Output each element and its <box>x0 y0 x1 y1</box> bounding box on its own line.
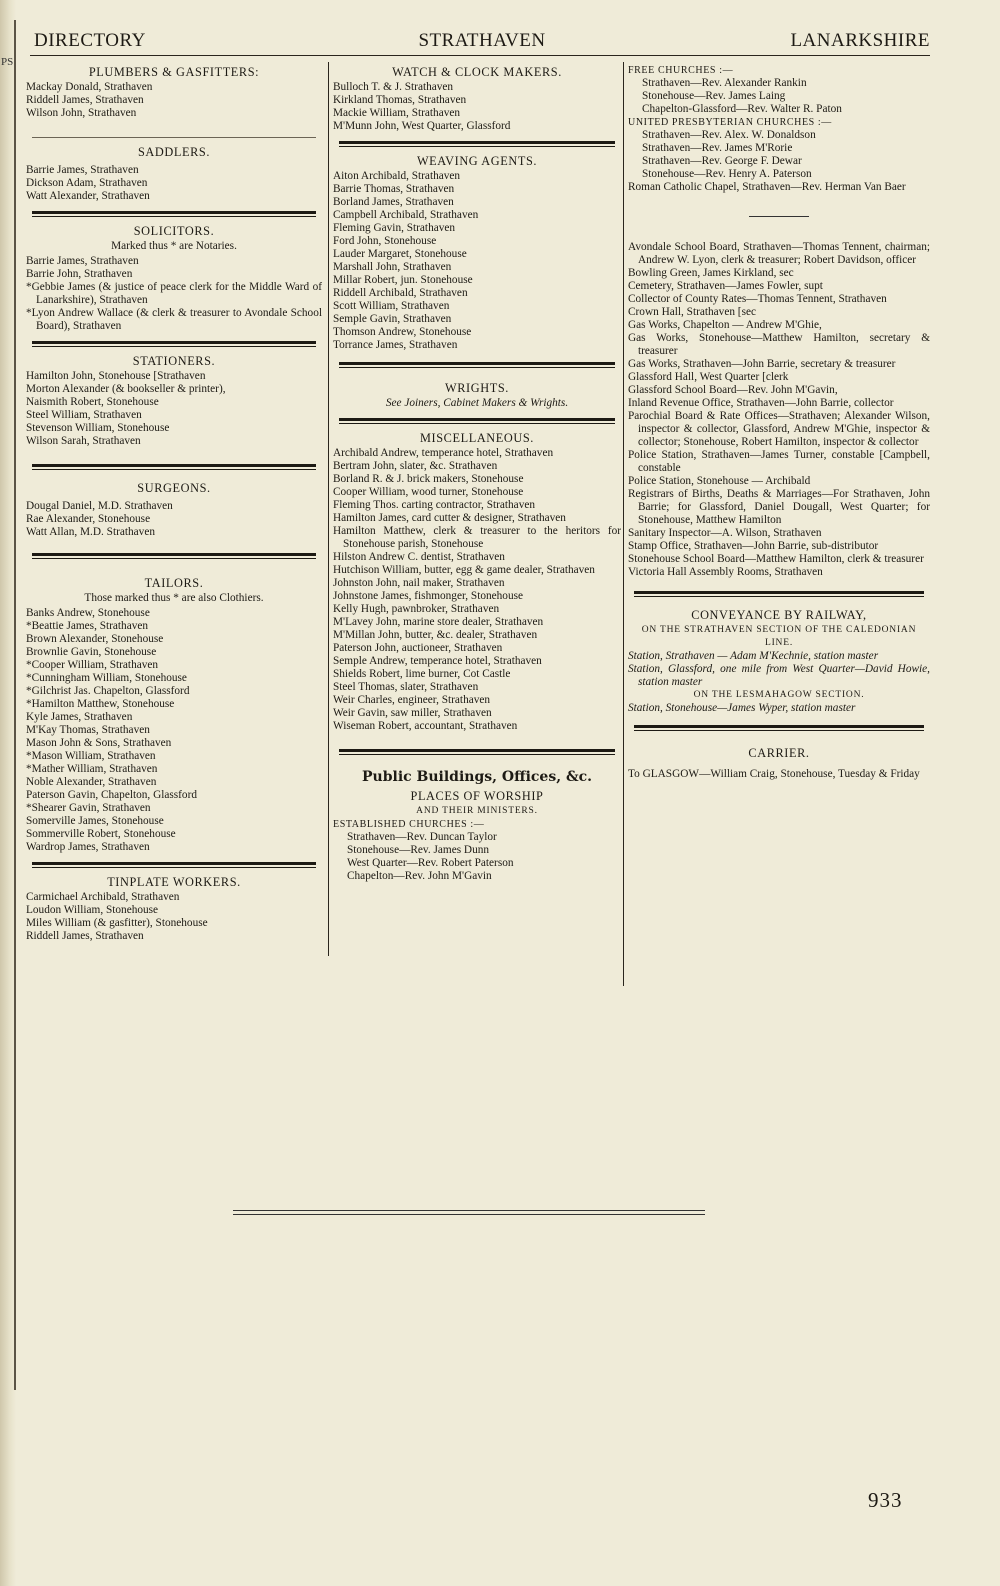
solicitors-list <box>26 255 322 333</box>
list-item: Weir Gavin, saw miller, Strathaven <box>333 707 492 719</box>
list-item: Campbell Archibald, Strathaven <box>333 209 479 221</box>
list-item: Hamilton James, card cutter & designer, Strathaven <box>333 512 566 524</box>
list-item: Gas Works, Stonehouse—Matthew Hamilton, secretary & treasurer <box>628 332 930 357</box>
list-item: Stonehouse—Rev. James Laing <box>642 90 786 102</box>
cross-reference: See Joiners, Cabinet Makers & Wrights. <box>385 397 569 409</box>
list-item: Kyle James, Strathaven <box>26 711 133 723</box>
running-header <box>34 30 930 54</box>
list-item: *Shearer Gavin, Strathaven <box>26 802 151 814</box>
list-item: Stevenson William, Stonehouse <box>26 422 170 434</box>
free-churches-list <box>628 77 930 116</box>
list-item: Lauder Margaret, Stonehouse <box>333 248 467 260</box>
rc-chapel: Roman Catholic Chapel, Strathaven—Rev. Herman Van Baer <box>628 181 906 193</box>
list-item: *Beattie James, Strathaven <box>26 620 149 632</box>
list-item: Scott William, Strathaven <box>333 300 450 312</box>
list-item: Kelly Hugh, pawnbroker, Strathaven <box>333 603 500 615</box>
list-item: Cemetery, Strathaven—James Fowler, supt <box>628 280 823 292</box>
list-item: Ford John, Stonehouse <box>333 235 437 247</box>
list-item: Riddell James, Strathaven <box>26 94 144 106</box>
list-item: Sommerville Robert, Stonehouse <box>26 828 176 840</box>
list-item: Inland Revenue Office, Strathaven—John Barrie, collector <box>628 397 894 409</box>
tailors-list <box>26 607 322 854</box>
list-item: Cooper William, wood turner, Stonehouse <box>333 486 524 498</box>
list-item: Strathaven—Rev. Duncan Taylor <box>347 831 497 843</box>
worship-subtitle: AND THEIR MINISTERS. <box>416 806 538 816</box>
list-item: Morton Alexander (& bookseller & printer), <box>26 383 226 395</box>
list-item: Strathaven—Rev. Alexander Rankin <box>642 77 807 89</box>
list-item: Police Station, Stonehouse — Archibald <box>628 475 811 487</box>
list-item: *Cunningham William, Stonehouse <box>26 672 187 684</box>
list-item: Semple Gavin, Strathaven <box>333 313 452 325</box>
list-item: Mason John & Sons, Strathaven <box>26 737 172 749</box>
list-item: Rae Alexander, Stonehouse <box>26 513 151 525</box>
list-item: Fleming Gavin, Strathaven <box>333 222 456 234</box>
list-item: Crown Hall, Strathaven [sec <box>628 306 756 318</box>
station-entry: Station, Strathaven — Adam M'Kechnie, station master <box>628 650 879 662</box>
list-item: Semple Andrew, temperance hotel, Strathaven <box>333 655 542 667</box>
section-rule <box>32 862 316 868</box>
section-rule <box>339 418 615 424</box>
list-item: Strathaven—Rev. George F. Dewar <box>642 155 802 167</box>
stationers-list <box>26 370 322 448</box>
list-item: Somerville James, Stonehouse <box>26 815 164 827</box>
list-item: Riddell James, Strathaven <box>26 930 144 942</box>
list-item: Noble Alexander, Strathaven <box>26 776 157 788</box>
list-item: Riddell Archibald, Strathaven <box>333 287 468 299</box>
list-item: Wilson Sarah, Strathaven <box>26 435 141 447</box>
worship-title: PLACES OF WORSHIP <box>410 789 544 803</box>
list-item: Bertram John, slater, &c. Strathaven <box>333 460 498 472</box>
list-item: Steel William, Strathaven <box>26 409 142 421</box>
misc-list <box>333 447 621 733</box>
column-divider <box>623 62 624 986</box>
surgeons-list <box>26 500 322 539</box>
list-item: Hilston Andrew C. dentist, Strathaven <box>333 551 505 563</box>
list-item: Watt Allan, M.D. Strathaven <box>26 526 155 538</box>
list-item: Hamilton John, Stonehouse [Strathaven <box>26 370 206 382</box>
header-left: DIRECTORY <box>34 30 146 51</box>
section-note: Those marked thus * are also Clothiers. <box>84 592 264 604</box>
section-title: TINPLATE WORKERS. <box>107 875 241 889</box>
column-3 <box>628 64 930 781</box>
list-item: West Quarter—Rev. Robert Paterson <box>347 857 514 869</box>
list-item: *Gilchrist Jas. Chapelton, Glassford <box>26 685 190 697</box>
list-item: Glassford School Board—Rev. John M'Gavin, <box>628 384 838 396</box>
list-item: Steel Thomas, slater, Strathaven <box>333 681 479 693</box>
section-title: WRIGHTS. <box>445 381 509 395</box>
list-item: Gas Works, Strathaven—John Barrie, secretary & treasurer <box>628 358 896 370</box>
list-item: Wilson John, Strathaven <box>26 107 137 119</box>
list-item: Wardrop James, Strathaven <box>26 841 150 853</box>
list-item: Sanitary Inspector—A. Wilson, Strathaven <box>628 527 822 539</box>
list-item: Dickson Adam, Strathaven <box>26 177 148 189</box>
list-item: *Mason William, Strathaven <box>26 750 156 762</box>
railway-subtitle: ON THE LESMAHAGOW SECTION. <box>693 690 865 700</box>
section-rule <box>339 141 615 147</box>
section-title: MISCELLANEOUS. <box>420 431 534 445</box>
list-item: Watt Alexander, Strathaven <box>26 190 150 202</box>
list-item: Johnstone James, fishmonger, Stonehouse <box>333 590 524 602</box>
list-item: Wiseman Robert, accountant, Strathaven <box>333 720 518 732</box>
list-item: M'Millan John, butter, &c. dealer, Strathaven <box>333 629 538 641</box>
section-rule <box>634 725 924 731</box>
list-item: Fleming Thos. carting contractor, Strathaven <box>333 499 536 511</box>
tinplate-list <box>26 891 322 943</box>
list-item: Mackay Donald, Strathaven <box>26 81 153 93</box>
list-item: *Hamilton Matthew, Stonehouse <box>26 698 175 710</box>
list-item: Bulloch T. & J. Strathaven <box>333 81 454 93</box>
section-rule <box>32 341 316 347</box>
railway-title: CONVEYANCE BY RAILWAY, <box>691 608 867 622</box>
list-item: Glassford Hall, West Quarter [clerk <box>628 371 789 383</box>
free-churches-label: FREE CHURCHES :— <box>628 65 734 76</box>
plumbers-list <box>26 81 322 120</box>
list-item: Loudon William, Stonehouse <box>26 904 159 916</box>
list-item: Shields Robert, lime burner, Cot Castle <box>333 668 511 680</box>
list-item: Marshall John, Strathaven <box>333 261 452 273</box>
section-rule <box>32 137 316 138</box>
list-item: Archibald Andrew, temperance hotel, Strathaven <box>333 447 554 459</box>
list-item: Strathaven—Rev. Alex. W. Donaldson <box>642 129 816 141</box>
list-item: Aiton Archibald, Strathaven <box>333 170 461 182</box>
carrier-title: CARRIER. <box>748 746 810 760</box>
list-item: *Cooper William, Strathaven <box>26 659 159 671</box>
short-rule <box>749 216 809 217</box>
section-rule <box>32 211 316 217</box>
offices-list <box>628 241 930 579</box>
established-label: ESTABLISHED CHURCHES :— <box>333 819 485 830</box>
list-item: Banks Andrew, Stonehouse <box>26 607 150 619</box>
list-item: Collector of County Rates—Thomas Tennent, Strathaven <box>628 293 887 305</box>
list-item: Chapelton—Rev. John M'Gavin <box>347 870 492 882</box>
list-item: Stonehouse School Board—Matthew Hamilton, clerk & treasurer <box>628 553 924 565</box>
list-item: Victoria Hall Assembly Rooms, Strathaven <box>628 566 823 578</box>
margin-fragment: PS <box>1 56 14 68</box>
list-item: Brownlie Gavin, Stonehouse <box>26 646 157 658</box>
list-item: Barrie James, Strathaven <box>26 164 139 176</box>
list-item: Borland R. & J. brick makers, Stonehouse <box>333 473 524 485</box>
section-rule <box>32 553 316 559</box>
list-item: *Gebbie James (& justice of peace clerk for the Middle Ward of Lanarkshire), Strathaven <box>26 281 322 306</box>
section-rule <box>339 749 615 755</box>
list-item: Barrie John, Strathaven <box>26 268 133 280</box>
weaving-list <box>333 170 621 352</box>
list-item: Strathaven—Rev. James M'Rorie <box>642 142 793 154</box>
section-title: SURGEONS. <box>137 481 211 495</box>
section-title: SADDLERS. <box>137 145 211 159</box>
list-item: Dougal Daniel, M.D. Strathaven <box>26 500 173 512</box>
list-item: Weir Charles, engineer, Strathaven <box>333 694 491 706</box>
section-title: WATCH & CLOCK MAKERS. <box>392 65 562 79</box>
list-item: M'Lavey John, marine store dealer, Strathaven <box>333 616 544 628</box>
list-item: Parochial Board & Rate Offices—Strathaven; Alexander Wilson, inspector & collector, Glassford, Andrew M'Ghie, inspector & collector; Stonehouse, Robert Hamilton, inspector & collector <box>628 410 930 448</box>
list-item: Millar Robert, jun. Stonehouse <box>333 274 473 286</box>
up-churches-list <box>628 129 930 181</box>
saddlers-list <box>26 164 322 203</box>
established-list <box>333 831 621 883</box>
section-note: Marked thus * are Notaries. <box>111 240 237 252</box>
list-item: Chapelton-Glassford—Rev. Walter R. Paton <box>642 103 842 115</box>
list-item: *Lyon Andrew Wallace (& clerk & treasurer to Avondale School Board), Strathaven <box>26 307 322 332</box>
list-item: Barrie Thomas, Strathaven <box>333 183 455 195</box>
list-item: Hutchison William, butter, egg & game dealer, Strathaven <box>333 564 595 576</box>
section-title: TAILORS. <box>144 576 204 590</box>
list-item: Borland James, Strathaven <box>333 196 454 208</box>
public-buildings-title: Public Buildings, Offices, &c. <box>362 769 592 785</box>
list-item: Kirkland Thomas, Strathaven <box>333 94 467 106</box>
list-item: Gas Works, Chapelton — Andrew M'Ghie, <box>628 319 822 331</box>
list-item: Carmichael Archibald, Strathaven <box>26 891 180 903</box>
list-item: Police Station, Strathaven—James Turner, constable [Campbell, constable <box>628 449 930 474</box>
list-item: Brown Alexander, Stonehouse <box>26 633 164 645</box>
list-item: *Mather William, Strathaven <box>26 763 158 775</box>
section-title: PLUMBERS & GASFITTERS: <box>88 65 260 79</box>
list-item: Bowling Green, James Kirkland, sec <box>628 267 794 279</box>
column-1 <box>26 64 322 943</box>
list-item: Avondale School Board, Strathaven—Thomas Tennent, chairman; Andrew W. Lyon, clerk & treasurer; Robert Davidson, officer <box>628 241 930 266</box>
list-item: Registrars of Births, Deaths & Marriages—For Strathaven, John Barrie; for Glassford, Daniel Dougall, West Quarter; for Stonehouse, Matthew Hamilton <box>628 488 930 526</box>
list-item: Stonehouse—Rev. Henry A. Paterson <box>642 168 812 180</box>
railway-subtitle: ON THE STRATHAVEN SECTION OF THE CALEDONIAN LINE. <box>641 625 917 648</box>
watch-list <box>333 81 621 133</box>
section-title: WEAVING AGENTS. <box>416 154 538 168</box>
section-rule <box>634 591 924 597</box>
page-end-rule <box>233 1210 705 1215</box>
list-item: Torrance James, Strathaven <box>333 339 458 351</box>
column-2 <box>333 64 621 883</box>
up-churches-label: UNITED PRESBYTERIAN CHURCHES :— <box>628 117 832 128</box>
column-divider <box>328 62 329 956</box>
list-item: Naismith Robert, Stonehouse <box>26 396 159 408</box>
list-item: Barrie James, Strathaven <box>26 255 139 267</box>
header-center: STRATHAVEN <box>418 30 546 51</box>
list-item: Mackie William, Strathaven <box>333 107 461 119</box>
list-item: Miles William (& gasfitter), Stonehouse <box>26 917 208 929</box>
list-item: Paterson John, auctioneer, Strathaven <box>333 642 503 654</box>
list-item: Stamp Office, Strathaven—John Barrie, sub-distributor <box>628 540 879 552</box>
station-entry: Station, Glassford, one mile from West Quarter—David Howie, station master <box>628 663 930 688</box>
station-entry: Station, Stonehouse—James Wyper, station master <box>628 702 856 714</box>
header-right: LANARKSHIRE <box>790 30 930 51</box>
list-item: Thomson Andrew, Stonehouse <box>333 326 472 338</box>
list-item: Stonehouse—Rev. James Dunn <box>347 844 490 856</box>
list-item: Johnston John, nail maker, Strathaven <box>333 577 505 589</box>
list-item: M'Kay Thomas, Strathaven <box>26 724 150 736</box>
section-title: SOLICITORS. <box>133 224 215 238</box>
header-rule <box>30 55 930 56</box>
binding-rule <box>14 20 16 1390</box>
list-item: Hamilton Matthew, clerk & treasurer to the heritors for Stonehouse parish, Stonehouse <box>333 525 621 550</box>
section-rule <box>32 464 316 470</box>
section-rule <box>339 362 615 368</box>
carrier-entry: To GLASGOW—William Craig, Stonehouse, Tuesday & Friday <box>628 768 920 780</box>
section-title: STATIONERS. <box>132 354 216 368</box>
list-item: Paterson Gavin, Chapelton, Glassford <box>26 789 197 801</box>
list-item: M'Munn John, West Quarter, Glassford <box>333 120 511 132</box>
page-number: 933 <box>868 1488 903 1512</box>
